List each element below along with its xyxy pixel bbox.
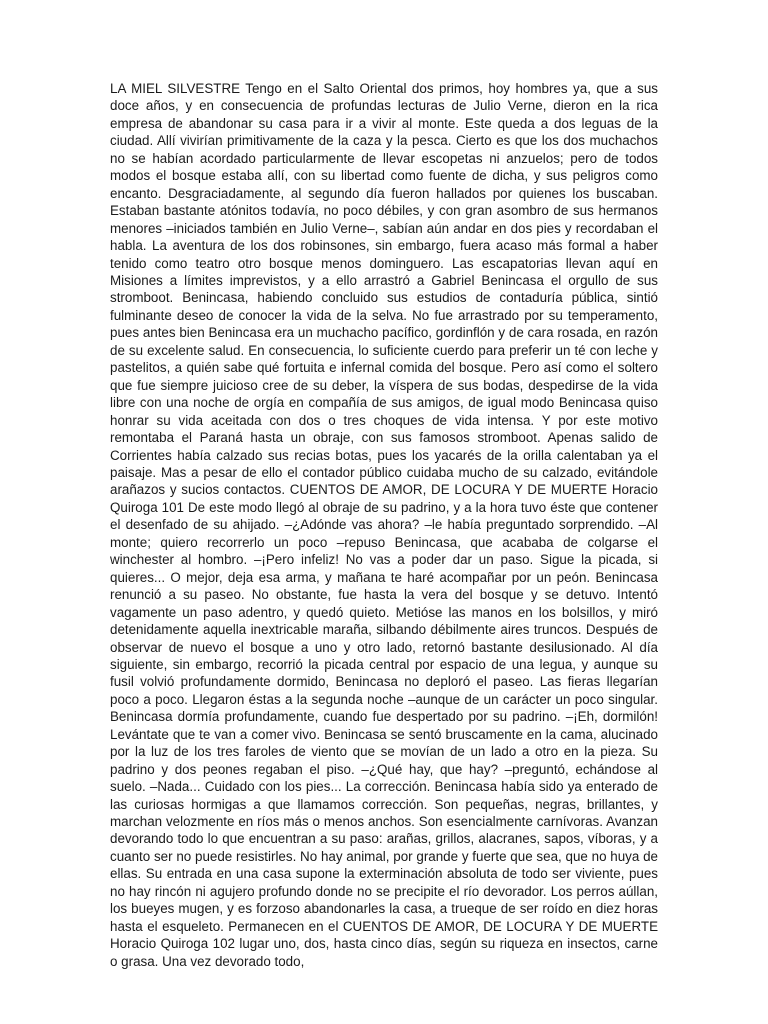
body-text: LA MIEL SILVESTRE Tengo en el Salto Oriental dos primos, hoy hombres ya, que a sus doce años, y en consecuencia de profundas lecturas de Julio Verne, dieron en la rica empresa de abandonar su casa para ir a vivir al monte. Este queda a dos leguas de la ciudad. Allí vivirían primitivamente de la caza y la pesca. Cierto es que los dos muchachos no se habían acordado particularmente de llevar escopetas ni anzuelos; pero de todos modos el bosque estaba allí, con su libertad como fuente de dicha, y sus peligros como encanto. Desgraciadamente, al segundo día fueron hallados por quienes los buscaban. Estaban bastante atónitos todavía, no poco débiles, y con gran asombro de sus hermanos menores –iniciados también en Julio Verne–, sabían aún andar en dos pies y recordaban el habla. La aventura de los dos robinsones, sin embargo, fuera acaso más formal a haber tenido como teatro otro bosque menos dominguero. Las escapatorias llevan aquí en Misiones a límites imprevistos, y a ello arrastró a Gabriel Benincasa el orgullo de sus stromboot. Benincasa, habiendo concluido sus estudios de contaduría pública, sintió fulminante deseo de conocer la vida de la selva. No fue arrastrado por su temperamento, pues antes bien Benincasa era un muchacho pacífico, gordinflón y de cara rosada, en razón de su excelente salud. En consecuencia, lo suficiente cuerdo para preferir un té con leche y pastelitos, a quién sabe qué fortuita e infernal comida del bosque. Pero así como el soltero que fue siempre juicioso cree de su deber, la víspera de sus bodas, despedirse de la vida libre con una noche de orgía en compañía de sus amigos, de igual modo Benincasa quiso honrar su vida aceitada con dos o tres choques de vida intensa. Y por este motivo remontaba el Paraná hasta un obraje, con sus famosos stromboot. Apenas salido de Corrientes había calzado sus recias botas, pues los yacarés de la orilla calentaban ya el paisaje. Mas a pesar de ello el contador público cuidaba mucho de su calzado, evitándole arañazos y sucios contactos. CUENTOS DE AMOR, DE LOCURA Y DE MUERTE Horacio Quiroga 101 De este modo llegó al obraje de su padrino, y a la hora tuvo éste que contener el desenfado de su ahijado. –¿Adónde vas ahora? –le había preguntado sorprendido. –Al monte; quiero recorrerlo un poco –repuso Benincasa, que acababa de colgarse el winchester al hombro. –¡Pero infeliz! No vas a poder dar un paso. Sigue la picada, si quieres... O mejor, deja esa arma, y mañana te haré acompañar por un peón. Benincasa renunció a su paseo. No obstante, fue hasta la vera del bosque y se detuvo. Intentó vagamente un paso adentro, y quedó quieto. Metióse las manos en los bolsillos, y miró detenidamente aquella inextricable maraña, silbando débilmente aires truncos. Después de observar de nuevo el bosque a uno y otro lado, retornó bastante desilusionado. Al día siguiente, sin embargo, recorrió la picada central por espacio de una legua, y aunque su fusil volvió profundamente dormido, Benincasa no deploró el paseo. Las fieras llegarían poco a poco. Llegaron éstas a la segunda noche –aunque de un carácter un poco singular. Benincasa dormía profundamente, cuando fue despertado por su padrino. –¡Eh, dormilón! Levántate que te van a comer vivo. Benincasa se sentó bruscamente en la cama, alucinado por la luz de los tres faroles de viento que se movían de un lado a otro en la pieza. Su padrino y dos peones regaban el piso. –¿Qué hay, que hay? –preguntó, echándose al suelo. –Nada... Cuidado con los pies... La corrección. Benincasa había sido ya enterado de las curiosas hormigas a que llamamos corrección. Son pequeñas, negras, brillantes, y marchan velozmente en ríos más o menos anchos. Son esencialmente carnívoras. Avanzan devorando todo lo que encuentran a su paso: arañas, grillos, alacranes, sapos, víboras, y a cuanto ser no puede resistirles. No hay animal, por grande y fuerte que sea, que no huya de ellas. Su entrada en una casa supone la exterminación absoluta de todo ser viviente, pues no hay rincón ni agujero profundo donde no se precipite el río devorador. Los perros aúllan, los bueyes mugen, y es forzoso abandonarles la casa, a trueque de ser roído en diez horas hasta el esqueleto. Permanecen en el CUENTOS DE AMOR, DE LOCURA Y DE MUERTE Horacio Quiroga 102 lugar uno, dos, hasta cinco días, según su riqueza en insectos, carne o grasa. Una vez devorado todo, [110,81,658,969]
document-page [110,80,658,970]
